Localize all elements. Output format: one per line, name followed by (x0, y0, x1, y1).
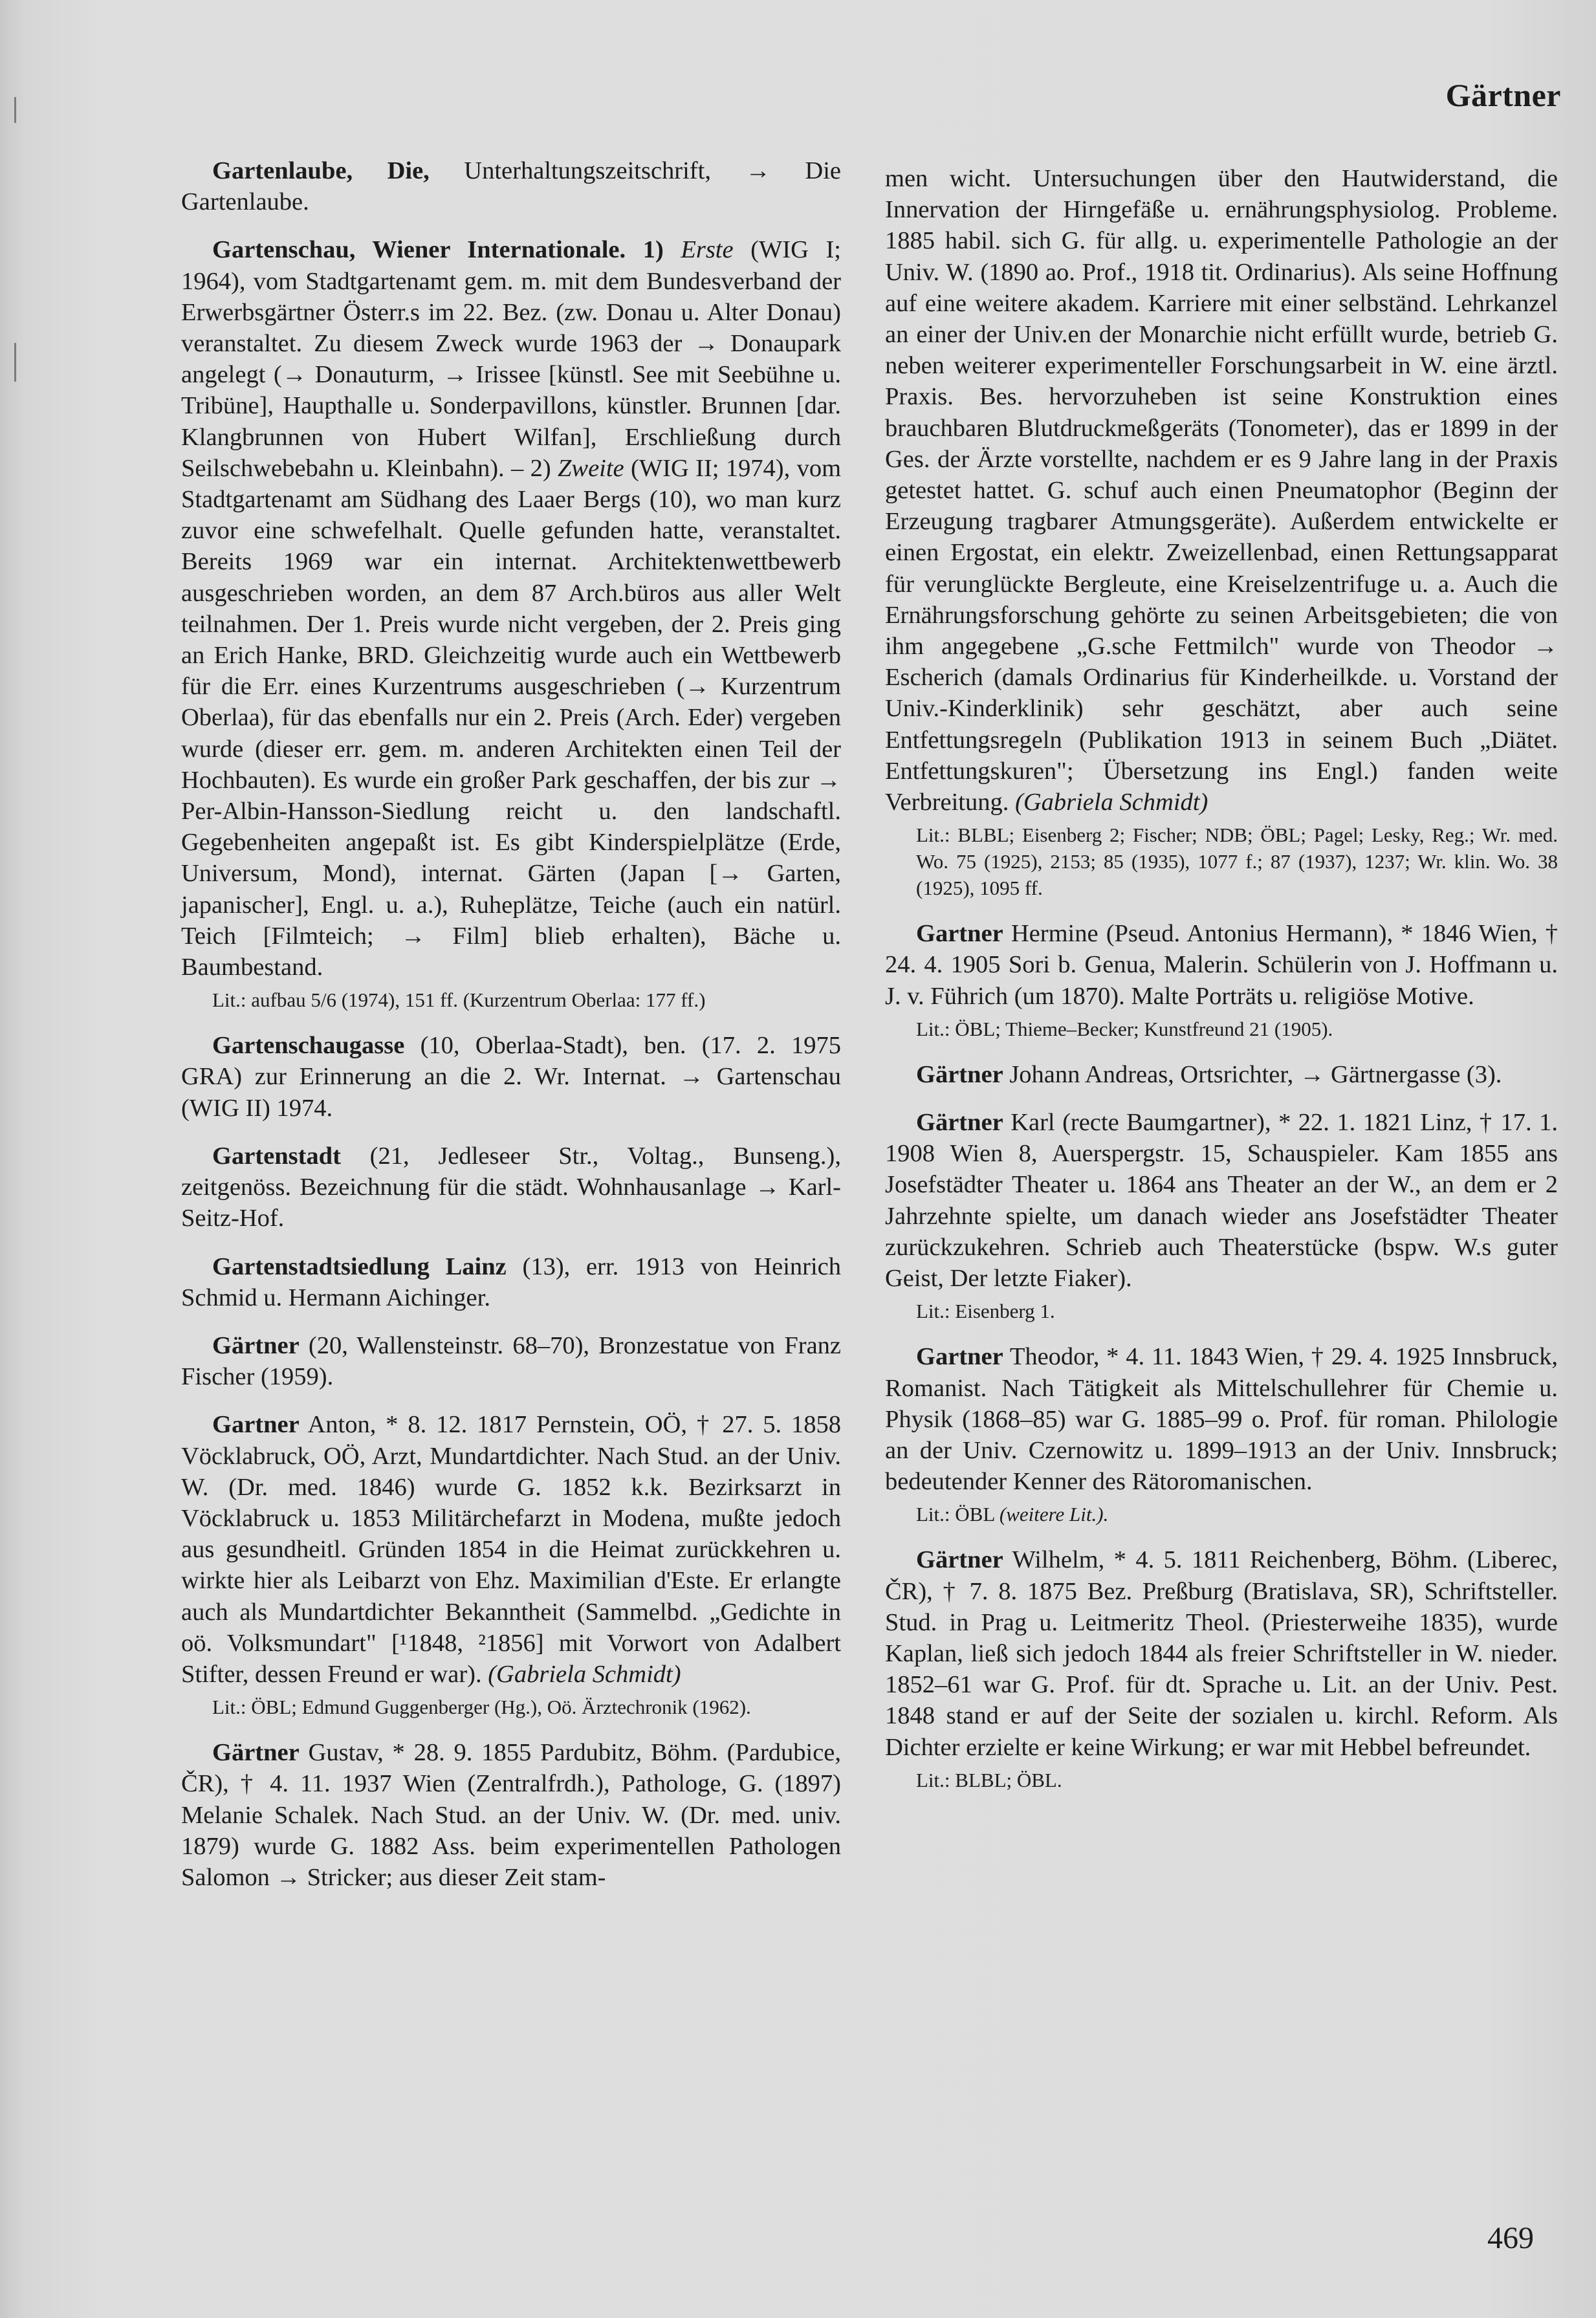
headword: Gartner (916, 1343, 1003, 1371)
entry-text: Hermine (Pseud. Antonius Hermann), * 1846 Wien, † 24. 4. 1905 Sori b. Genua, Malerin. Schülerin von J. Hoffmann u. J. v. Führich (um 1870). Malte Porträts u. religiöse Motive. (885, 920, 1558, 1010)
headword: Gartenstadtsiedlung Lainz (212, 1252, 507, 1280)
left-column (181, 155, 841, 1910)
headword: Gartenschau, Wiener Internationale. 1) (212, 236, 664, 264)
headword: Gartenschaugasse (212, 1032, 405, 1060)
margin-mark (14, 97, 16, 123)
headword: Gartner (916, 920, 1003, 948)
entry-gaertner-gustav-cont (885, 163, 1558, 901)
entry-text: (21, Jedleseer Str., Voltag., Bunseng.), zeitgenöss. Bezeichnung für die städt. Wohnhausanlage → Karl-Seitz-Hof. (181, 1142, 841, 1232)
entry-gartenschaugasse (181, 1030, 841, 1124)
literature (885, 1501, 1558, 1527)
entry-text: Unterhaltungszeitschrift, → Die Gartenlaube. (181, 157, 842, 216)
entry-text: (WIG I; 1964), vom Stadtgartenamt gem. m. mit dem Bundesverband der Erwerbsgärtner Österr.s im 22. Bez. (zw. Donau u. Alter Donau) veranstaltet. Zu diesem Zweck wurde 1963 der → Donaupark angelegt (→ Donauturm, → Irissee [künstl. See mit Seebühne u. Tribüne], Haupthalle u. Sonderpavillons, künstler. Brunnen [dar. Klangbrunnen von Hubert Wilfan], Erschließung durch Seilschwebebahn u. Kleinbahn). – 2) (181, 236, 841, 482)
literature: Lit.: Eisenberg 1. (916, 1300, 1055, 1323)
entry-gartenschau (181, 234, 841, 1013)
entry-emphasis: Erste (681, 236, 734, 264)
margin-mark (14, 343, 16, 382)
entry-text: (13), err. 1913 von Heinrich Schmid u. Hermann Aichinger. (181, 1252, 841, 1311)
literature: Lit.: ÖBL; Edmund Guggenberger (Hg.), Oö. Ärztechronik (1962). (212, 1696, 751, 1719)
entry-text: Theodor, * 4. 11. 1843 Wien, † 29. 4. 1925 Innsbruck, Romanist. Nach Tätigkeit als Mittelschullehrer für Chemie u. Physik (1868–85) war G. 1885–99 o. Prof. für roman. Philologie an der Univ. Czernowitz u. 1899–1913 an der Univ. Innsbruck; bedeutender Kenner des Rätoromanischen. (885, 1343, 1558, 1496)
headword: Gartenlaube, Die, (212, 157, 430, 184)
entry-text: (20, Wallensteinstr. 68–70), Bronzestatue von Franz Fischer (1959). (181, 1331, 842, 1391)
entry-text: Johann Andreas, Ortsrichter, → Gärtnergasse (3). (1009, 1060, 1502, 1088)
author: (Gabriela Schmidt) (488, 1660, 681, 1688)
entry-text: Karl (recte Baumgartner), * 22. 1. 1821 Linz, † 17. 1. 1908 Wien 8, Auerspergstr. 15, Schauspieler. Kam 1855 ans Josefstädter Theater u. 1864 ans Theater an der W., an dem er 2 Jahrzehnte spielte, um danach wieder ans Josefstädter Theater zurückzukehren. Schrieb auch Theaterstücke (bspw. W.s guter Geist, Der letzte Fiaker). (885, 1109, 1558, 1293)
entry-gartner-hermine (885, 918, 1558, 1042)
entry-gartner-anton (181, 1409, 841, 1720)
entry-text: Gustav, * 28. 9. 1855 Pardubitz, Böhm. (Pardubice, ČR), † 4. 11. 1937 Wien (Zentralfrdh.), Pathologe, G. (1897) Melanie Schalek. Nach Stud. an der Univ. W. (Dr. med. univ. 1879) wurde G. 1882 Ass. beim experimentellen Pathologen Salomon → Stricker; aus dieser Zeit stam- (181, 1739, 842, 1891)
entry-gartenlaube (181, 155, 841, 217)
entry-gaertner-johann (885, 1059, 1558, 1090)
entry-text: (WIG II; 1974), vom Stadtgartenamt am Südhang des Laaer Bergs (10), wo man kurz zuvor eine schwefelhalt. Quelle gefunden hatte, veranstaltet. Bereits 1969 war ein internat. Architektenwettbewerb ausgeschrieben worden, an dem 87 Arch.büros aus aller Welt teilnahmen. Der 1. Preis wurde nicht vergeben, der 2. Preis ging an Erich Hanke, BRD. Gleichzeitig wurde auch ein Wettbewerb für die Err. eines Kurzentrums ausgeschrieben (→ Kurzentrum Oberlaa), für das ebenfalls nur ein 2. Preis (Arch. Eder) vergeben wurde (dieser err. gem. m. anderen Architekten einen Teil der Hochbauten). Es wurde ein großer Park geschaffen, der bis zur → Per-Albin-Hansson-Siedlung reicht u. den landschaftl. Gegebenheiten angepaßt ist. Es gibt Kinderspielplätze (Erde, Universum, Mond), internat. Gärten (Japan [→ Garten, japanischer], Engl. u. a.), Ruheplätze, Teiche (auch ein natürl. Teich [Filmteich; → Film] blieb erhalten), Bäche u. Baumbestand. (181, 454, 842, 981)
literature-emphasis: (weitere Lit.). (999, 1503, 1109, 1526)
entry-gartenstadt (181, 1141, 841, 1234)
headword: Gärtner (916, 1109, 1003, 1137)
headword: Gärtner (212, 1739, 300, 1767)
literature: Lit.: BLBL; ÖBL. (916, 1768, 1062, 1791)
entry-gaertner-gustav (181, 1737, 841, 1893)
headword: Gärtner (212, 1331, 300, 1359)
running-head: Gärtner (1445, 77, 1561, 113)
literature: Lit.: ÖBL; Thieme–Becker; Kunstfreund 21 (1905). (916, 1017, 1333, 1040)
entry-gartner-theodor (885, 1341, 1558, 1527)
entry-text: (10, Oberlaa-Stadt), ben. (17. 2. 1975 GRA) zur Erinnerung an die 2. Wr. Internat. → Gartenschau (WIG II) 1974. (181, 1032, 841, 1122)
literature: Lit.: BLBL; Eisenberg 2; Fischer; NDB; ÖBL; Pagel; Lesky, Reg.; Wr. med. Wo. 75 (1925), 2153; 85 (1935), 1077 f.; 87 (1937), 1237; Wr. klin. Wo. 38 (1925), 1095 ff. (916, 824, 1558, 900)
entry-emphasis: Zweite (557, 454, 624, 482)
entry-gaertner-karl (885, 1107, 1558, 1324)
entry-text: Wilhelm, * 4. 5. 1811 Reichenberg, Böhm. (Liberec, ČR), † 7. 8. 1875 Bez. Preßburg (Bratislava, SR), Schriftsteller. Stud. in Prag u. Leitmeritz Theol. (Priesterweihe 1835), wurde Kaplan, ließ sich jedoch 1844 als freier Schriftsteller in W. nieder. 1852–61 war G. Prof. für dt. Sprache u. Lit. an der Univ. Pest. 1848 stand er auf der Seite der sozialen u. kirchl. Reform. Als Dichter erzielte er keine Wirkung; er war mit Hebbel befreundet. (885, 1546, 1558, 1761)
author: (Gabriela Schmidt) (1015, 789, 1208, 816)
literature: Lit.: aufbau 5/6 (1974), 151 ff. (Kurzentrum Oberlaa: 177 ff.) (212, 989, 706, 1012)
entry-text: men wicht. Untersuchungen über den Hautwiderstand, die Innervation der Hirngefäße u. ernährungsphysiolog. Probleme. 1885 habil. sich G. für allg. u. experimentelle Pathologie an der Univ. W. (1890 ao. Prof., 1918 tit. Ordinarius). Als seine Hoffnung auf eine weitere akadem. Karriere mit einer selbständ. Lehrkanzel an einer der Univ.en der Monarchie nicht erfüllt wurde, betrieb G. neben weiterer experimenteller Forschungsarbeit in W. eine ärztl. Praxis. Bes. hervorzuheben ist seine Konstruktion eines brauchbaren Blutdruckmeßgeräts (Tonometer), das er 1899 in der Ges. der Ärzte vorstellte, nachdem er es 9 Jahre lang in der Praxis getestet hattet. G. schuf auch einen Pneumatophor (Beginn der Erzeugung tragbarer Atmungsgeräte). Außerdem entwickelte er einen Ergostat, ein elektr. Zweizellenbad, einen Rettungsapparat für verunglückte Bergleute, eine Kreiselzentrifuge u. a. Auch die Ernährungsforschung gehörte zu seinen Arbeitsgebieten; die von ihm angegebene „G.sche Fettmilch" wurde von Theodor → Escherich (damals Ordinarius für Kinderheilkde. u. Vorstand der Univ.-Kinderklinik) sehr geschätzt, aber auch seine Entfettungsregeln (Publikation 1913 in seinem Buch „Diätet. Entfettungskuren"; Übersetzung ins Engl.) fanden weite Verbreitung. (885, 165, 1558, 816)
right-column (885, 163, 1558, 1810)
page-number: 469 (1487, 2221, 1534, 2255)
headword: Gärtner (916, 1546, 1003, 1574)
literature-text: Lit.: ÖBL (916, 1503, 995, 1526)
entry-gaertner-statue (181, 1330, 841, 1392)
entry-gartenstadtsiedlung-lainz (181, 1251, 841, 1313)
entry-gaertner-wilhelm (885, 1544, 1558, 1793)
headword: Gartner (212, 1411, 300, 1439)
headword: Gartenstadt (212, 1142, 341, 1170)
headword: Gärtner (916, 1060, 1003, 1088)
entry-text: Anton, * 8. 12. 1817 Pernstein, OÖ, † 27. 5. 1858 Vöcklabruck, OÖ, Arzt, Mundartdichter. Nach Stud. an der Univ. W. (Dr. med. 1846) wurde G. 1852 k.k. Bezirksarzt in Vöcklabruck u. 1853 Militärchefarzt in Modena, mußte jedoch aus gesundheitl. Gründen 1854 in die Heimat zurückkehren u. wirkte hier als Leibarzt von Ehz. Maximilian d'Este. Er erlangte auch als Mundartdichter Bekanntheit (Sammelbd. „Gedichte in oö. Volksmundart" [¹1848, ²1856] mit Vorwort von Adalbert Stifter, dessen Freund er war). (181, 1411, 841, 1688)
